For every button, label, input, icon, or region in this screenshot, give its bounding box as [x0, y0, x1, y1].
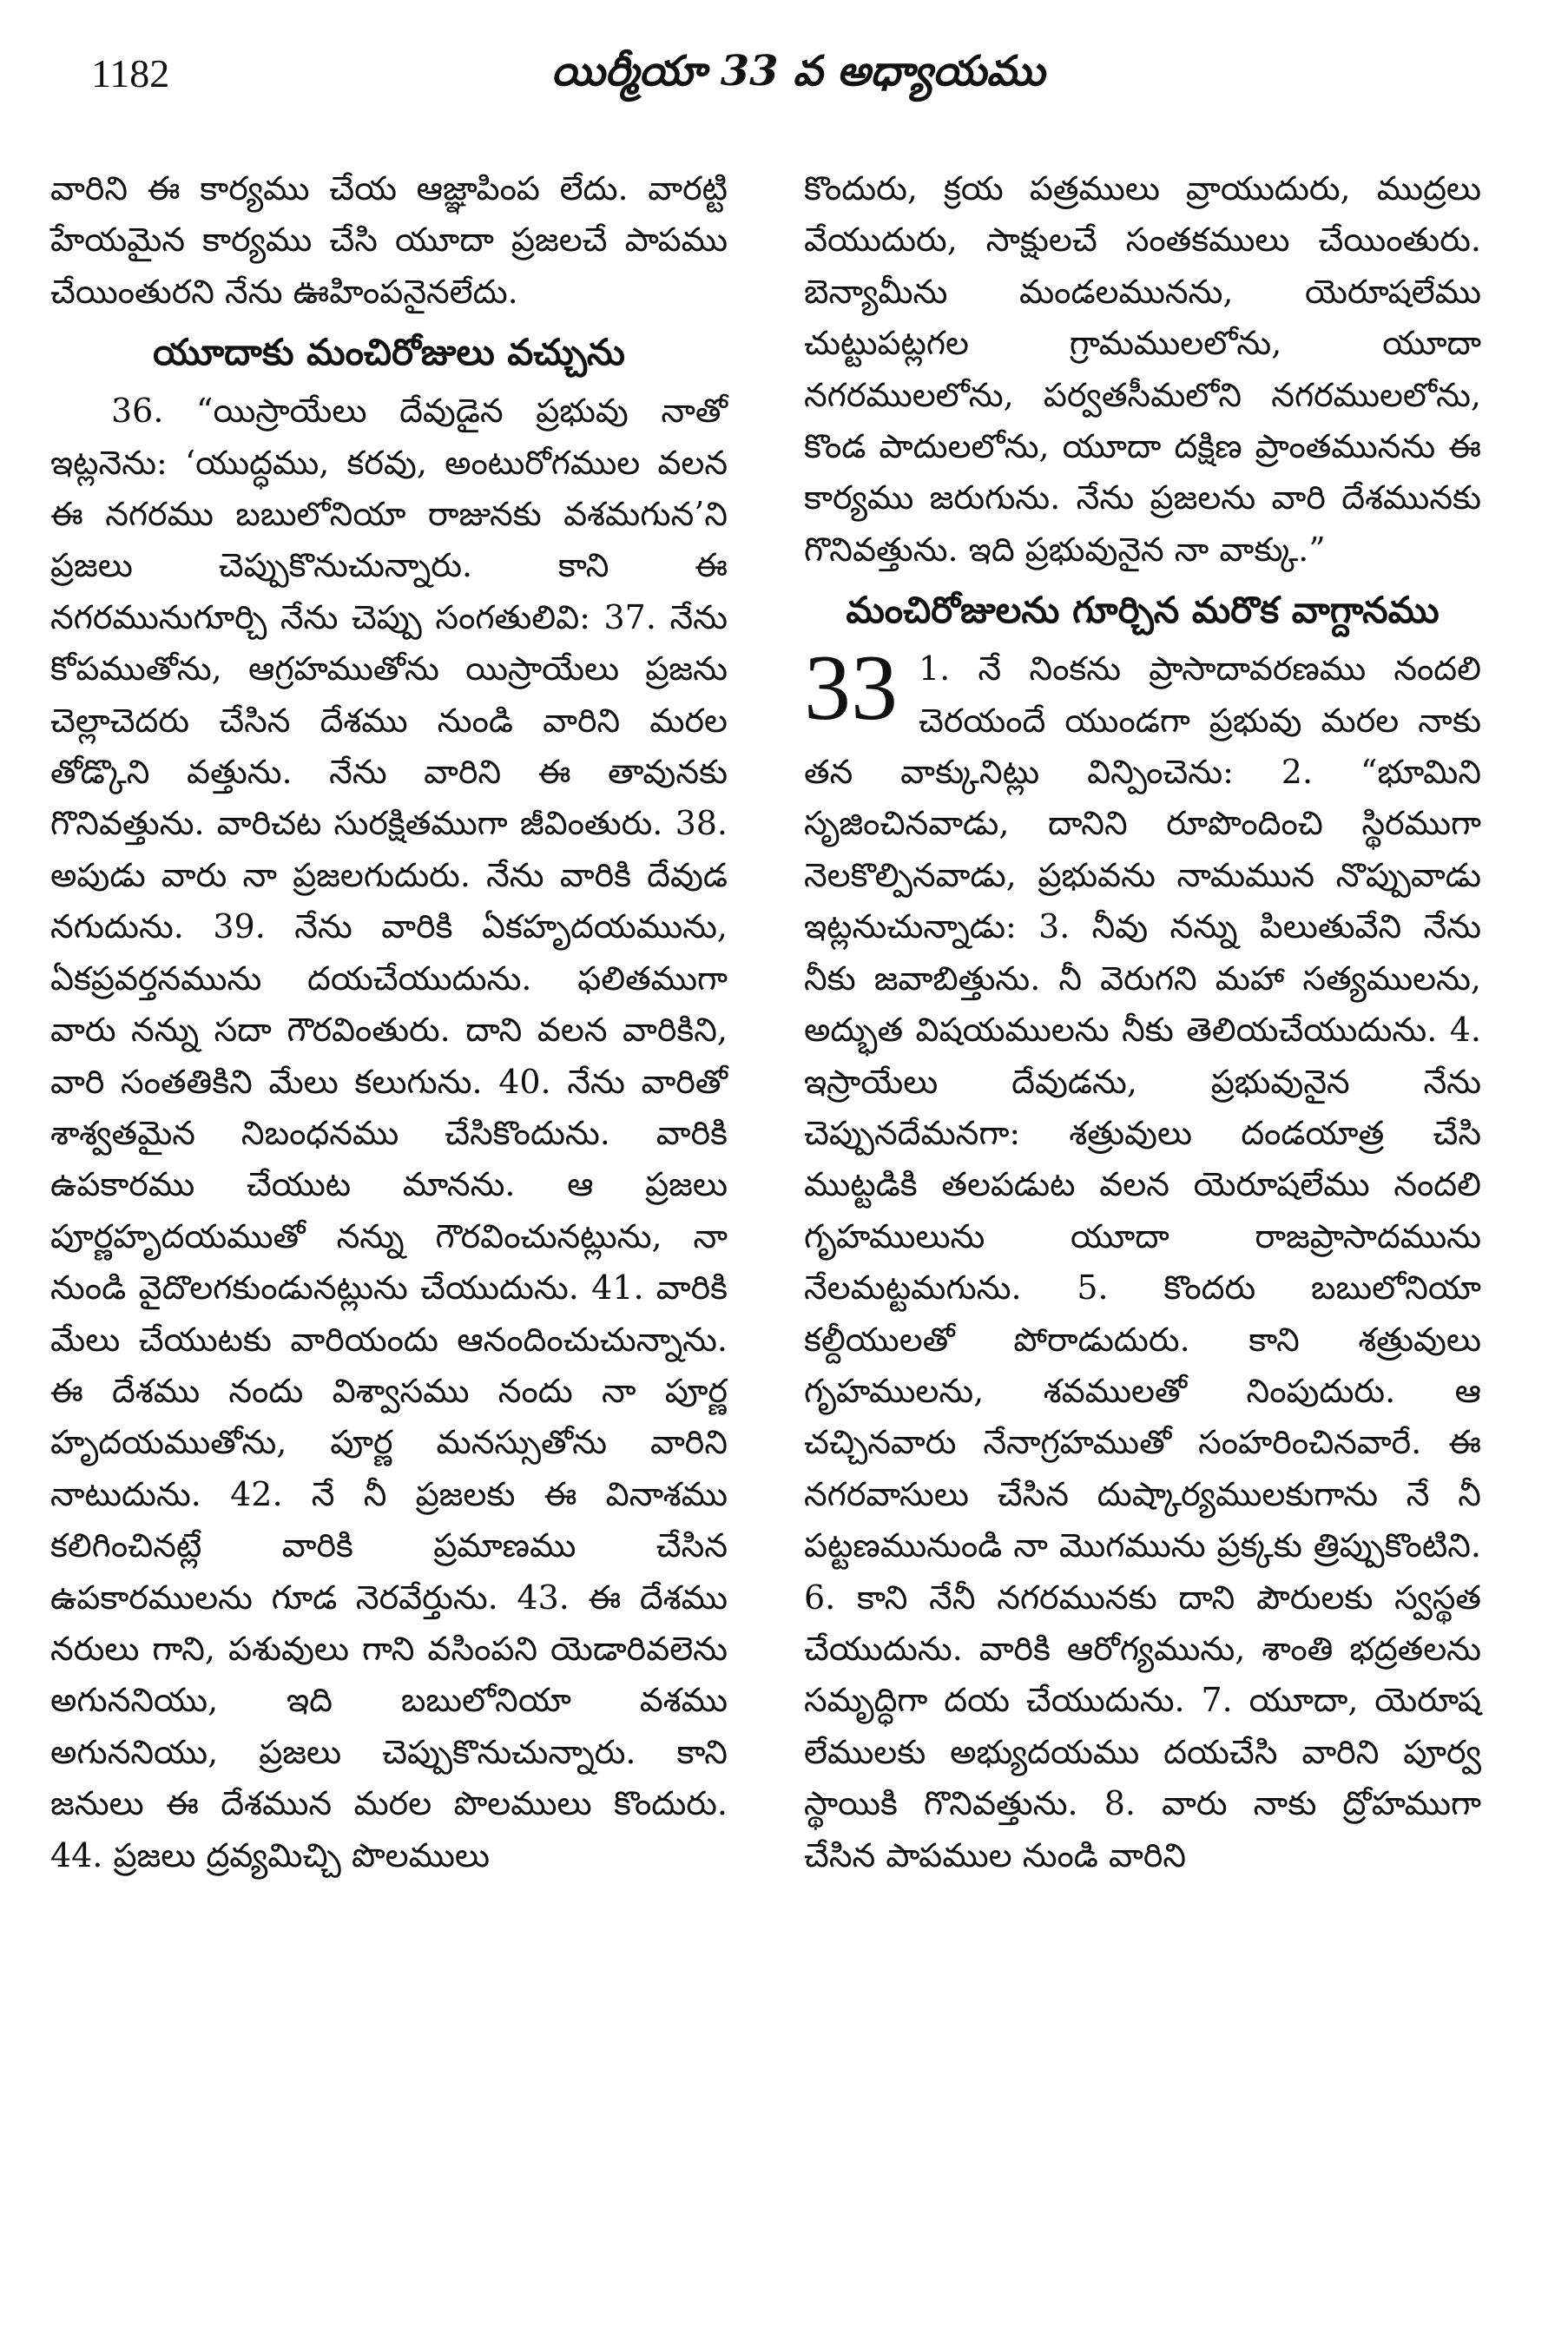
- paragraph: 36. “యిస్రాయేలు దేవుడైన ప్రభువు నాతో ఇట్లనెను: ‘యుద్ధము, కరవు, అంటురోగముల వలన ఈ నగరము బబులోనియా రాజునకు వశమగున’ని ప్రజలు చెప్పుకొనుచున్నారు. కాని ఈ నగరమునుగూర్చి నేను చెప్పు సంగతులివి: 37. నేను కోపముతోను, ఆగ్రహముతోను యిస్రాయేలు ప్రజను చెల్లాచెదరు చేసిన దేశము నుండి వారిని మరల తోడ్కొని వత్తును. నేను వారిని ఈ తావునకు గొనివత్తును. వారిచట సురక్షితముగా జీవింతురు. 38. అపుడు వారు నా ప్రజలగుదురు. నేను వారికి దేవుడ నగుదును. 39. నేను వారికి ఏకహృదయమును, ఏకప్రవర్తనమును దయచేయుదును. ఫలితముగా వారు నన్ను సదా గౌరవింతురు. దాని వలన వారికిని, వారి సంతతికిని మేలు కలుగును. 40. నేను వారితో శాశ్వతమైన నిబంధనము చేసికొందును. వారికి ఉపకారము చేయుట మానను. ఆ ప్రజలు పూర్ణహృదయముతో నన్ను గౌరవించునట్లును, నా నుండి వైదొలగకుండునట్లును చేయుదును. 41. వారికి మేలు చేయుటకు వారియందు ఆనందించుచున్నాను. ఈ దేశము నందు విశ్వాసము నందు నా పూర్ణ హృదయముతోను, పూర్ణ మనస్సుతోను వారిని నాటుదును. 42. నే నీ ప్రజలకు ఈ వినాశము కలిగించినట్లే వారికి ప్రమాణము చేసిన ఉపకారములను గూడ నెరవేర్తును. 43. ఈ దేశము నరులు గాని, పశువులు గాని వసింపని యెడారివలెను అగుననియు, ఇది బబులోనియా వశము అగుననియు, ప్రజలు చెప్పుకొనుచున్నారు. కాని జనులు ఈ దేశమున మరల పొలములు కొందురు. 44. ప్రజలు ద్రవ్యమిచ్చి పొలములు: [50, 392, 728, 1874]
- section-heading: యూదాకు మంచిరోజులు వచ్చును: [153, 331, 625, 374]
- paragraph: కొందురు, క్రయ పత్రములు వ్రాయుదురు, ముద్రలు వేయుదురు, సాక్షులచే సంతకములు చేయింతురు. బెన్యామీను మండలమునను, యెరూషలేము చుట్టుపట్లగల గ్రామములలోను, యూదా నగరములలోను, పర్వతసీమలోని నగరములలోను, కొండ పాదులలోను, యూదా దక్షిణ ప్రాంతమునను ఈ కార్యము జరుగును. నేను ప్రజలను వారి దేశమునకు గొనివత్తును. ఇది ప్రభువునైన నా వాక్కు.”: [804, 169, 1481, 569]
- chapter-number: 33: [804, 636, 898, 741]
- paragraph: వారిని ఈ కార్యము చేయ ఆజ్ఞాపింప లేదు. వారట్టి హేయమైన కార్యము చేసి యూదా ప్రజలచే పాపము చేయింతురని నేను ఊహింపనైనలేదు.: [50, 169, 728, 311]
- paragraph: 1. నే నింకను ప్రాసాదావరణము నందలి చెరయందే యుండగా ప్రభువు మరల నాకు తన వాక్కునిట్లు విన్పించెను: 2. “భూమిని సృజించినవాడు, దానిని రూపొందించి స్థిరముగా నెలకొల్పినవాడు, ప్రభువను నామమున నొప్పువాడు ఇట్లనుచున్నాడు: 3. నీవు నన్ను పిలుతువేని నేను నీకు జవాబిత్తును. నీ వెరుగని మహా సత్యములను, అద్భుత విషయములను నీకు తెలియచేయుదును. 4. ఇస్రాయేలు దేవుడను, ప్రభువునైన నేను చెప్పునదేమనగా: శత్రువులు దండయాత్ర చేసి ముట్టడికి తలపడుట వలన యెరూషలేము నందలి గృహములును యూదా రాజప్రాసాదమును నేలమట్టమగును. 5. కొందరు బబులోనియా కల్దీయులతో పోరాడుదురు. కాని శత్రువులు గృహములను, శవములతో నింపుదురు. ఆ చచ్చినవారు నేనాగ్రహముతో సంహరించినవారే. ఈ నగరవాసులు చేసిన దుష్కార్యములకుగాను నే నీ పట్టణమునుండి నా మొగమును ప్రక్కకు త్రిప్పుకొంటిని. 6. కాని నేనీ నగరమునకు దాని పౌరులకు స్వస్థత చేయుదును. వారికి ఆరోగ్యమును, శాంతి భద్రతలను సమృద్ధిగా దయ చేయుదును. 7. యూదా, యెరూష లేములకు అభ్యుదయము దయచేసి వారిని పూర్వ స్థాయికి గొనివత్తును. 8. వారు నాకు ద్రోహముగా చేసిన పాపముల నుండి వారిని: [804, 649, 1481, 1874]
- page-header: [91, 42, 1480, 120]
- right-column: [804, 163, 1481, 1881]
- page-number: 1182: [91, 51, 170, 96]
- left-column: [50, 163, 728, 1881]
- running-title: యిర్మీయా 33 వ అధ్యాయము: [551, 47, 1045, 96]
- chapter-block: [804, 636, 1481, 1881]
- section-heading: మంచిరోజులను గూర్చిన మరొక వాగ్దానము: [846, 589, 1440, 632]
